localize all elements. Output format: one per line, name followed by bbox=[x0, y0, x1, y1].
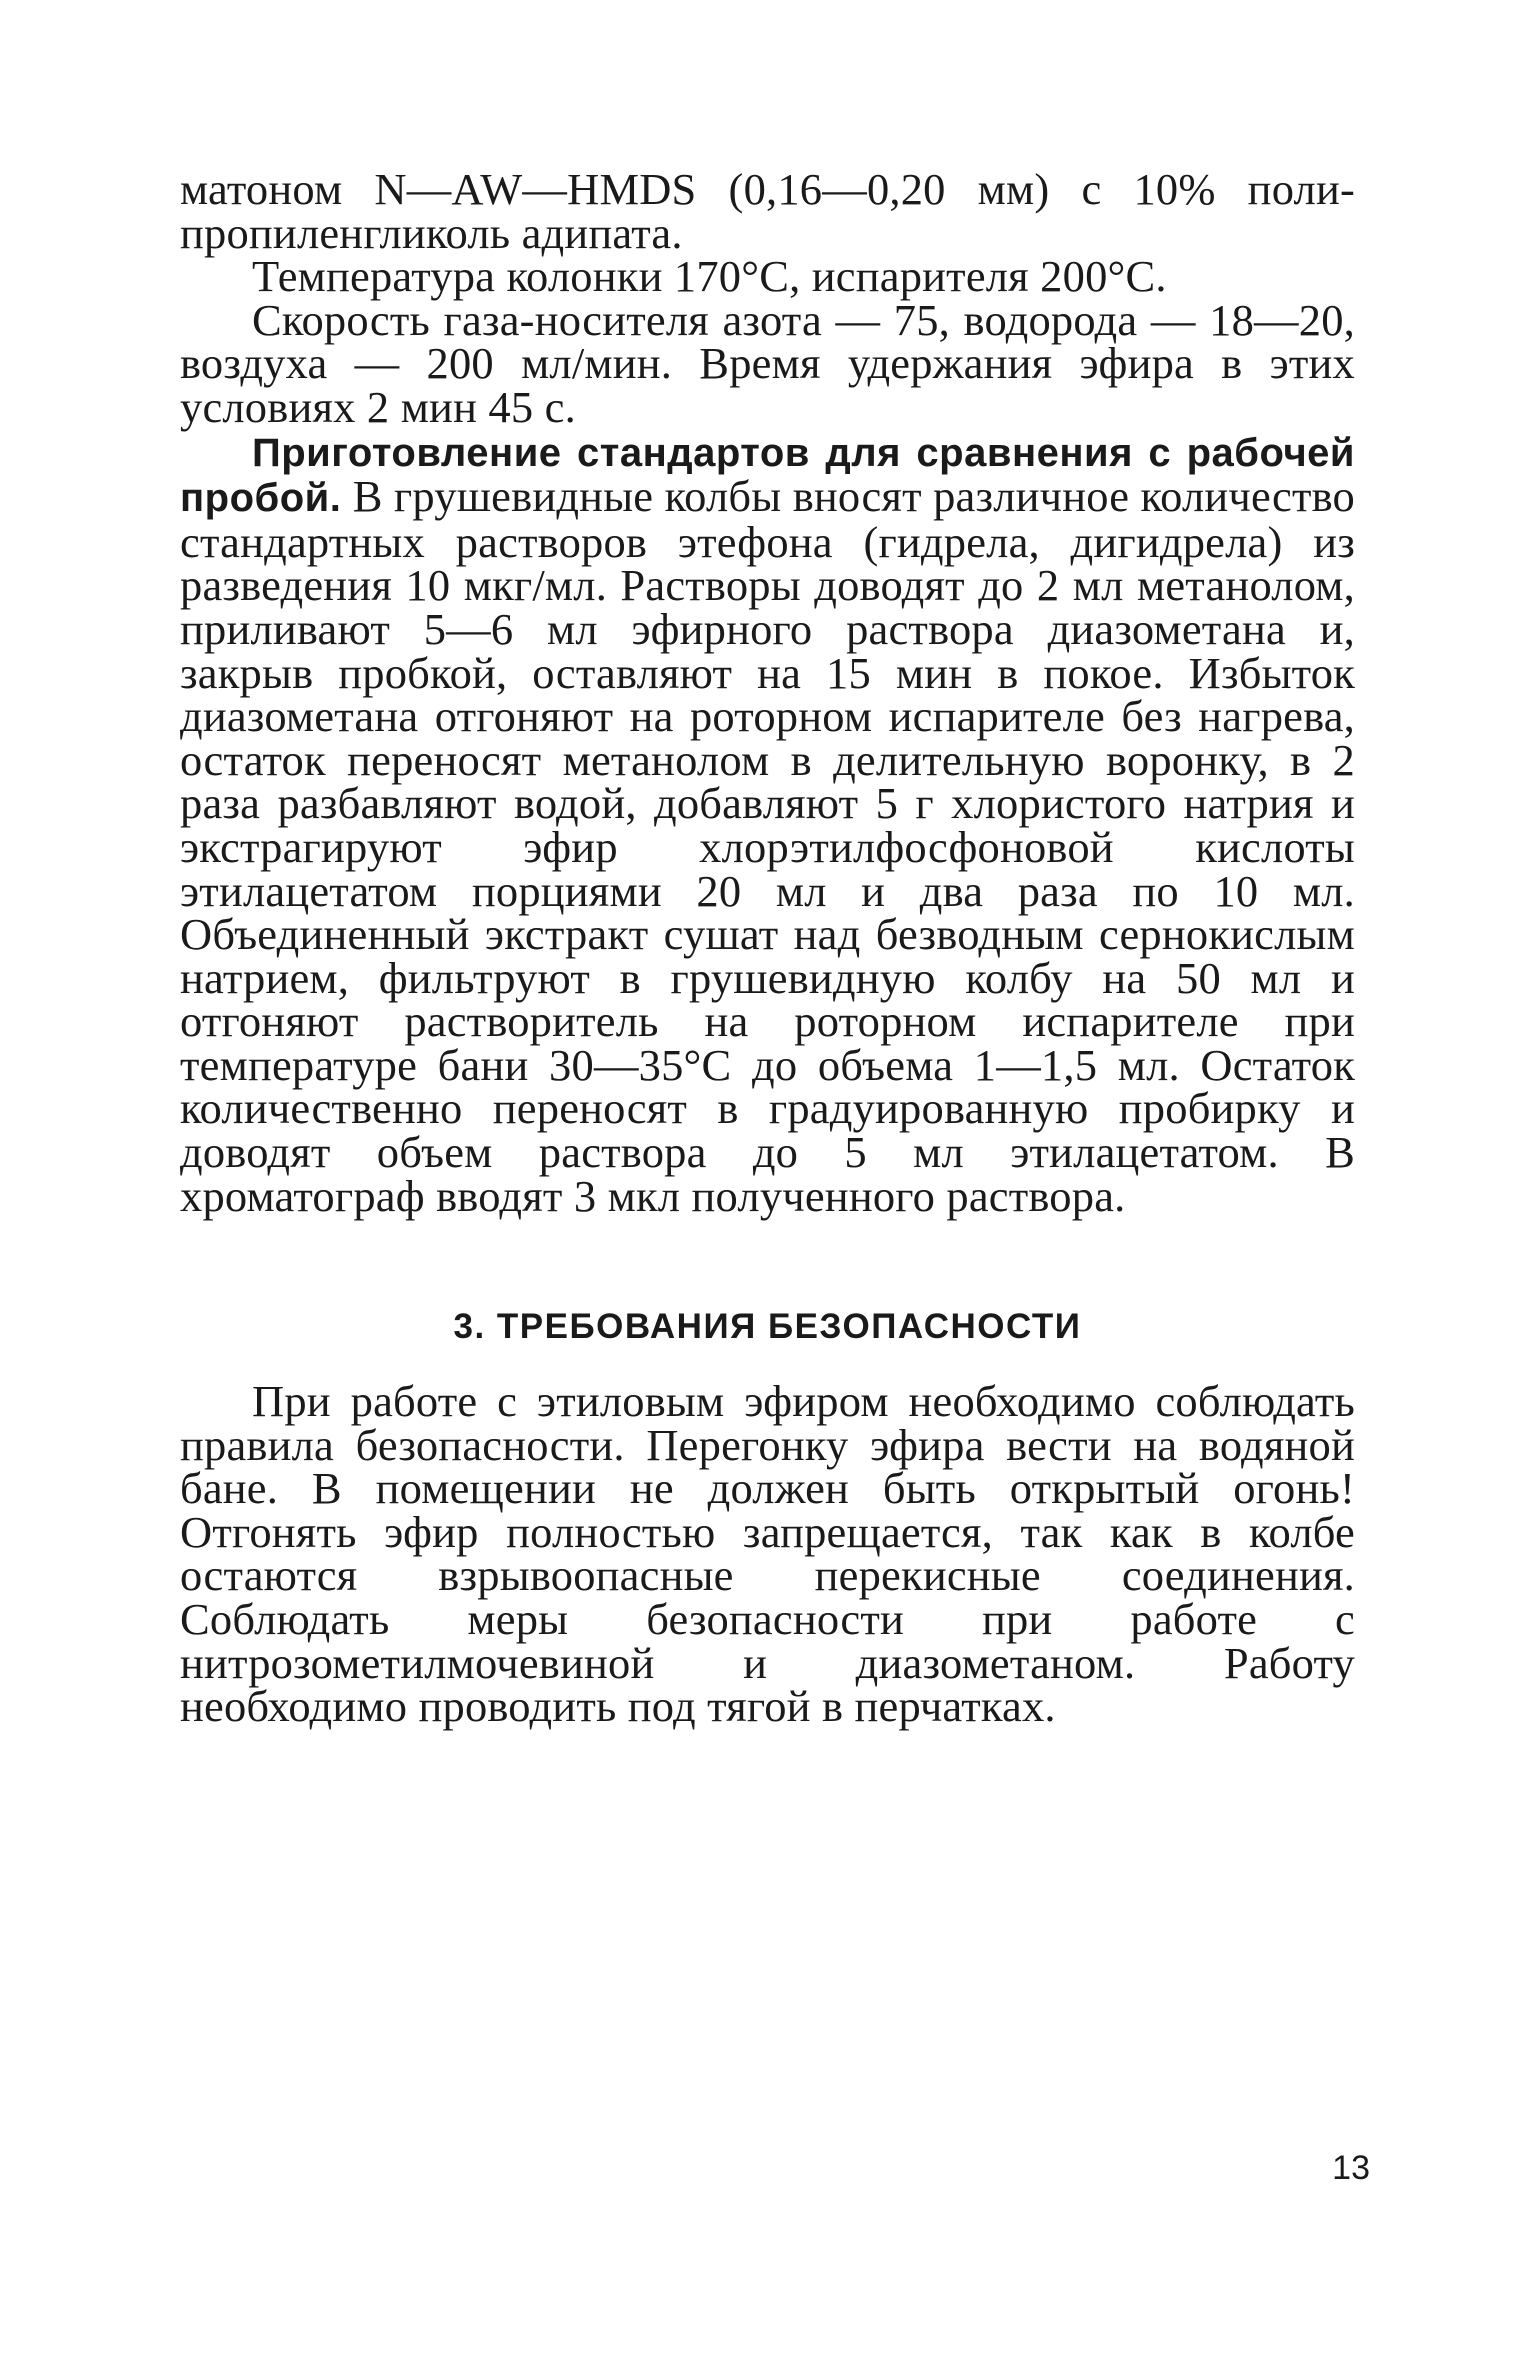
page-number: 13 bbox=[1332, 2149, 1370, 2187]
section-heading: 3. ТРЕБОВАНИЯ БЕЗОПАСНОСТИ bbox=[453, 1307, 1082, 1346]
method-text-block bbox=[180, 164, 1355, 1221]
paragraph-safety: При работе с этиловым эфиром необходимо соблюдать правила безопасности. Перегонку эфира вести на водяной бане. В помещении не должен быть открытый огонь! Отгонять эфир полностью запрещается, так как в колбе остаются взрывоопасные перекисные соединения. Соблюдать меры безопасности при работе с нитрозометилмочевиной и диазометаном. Работу необходимо проводить под тягой в перчатках. bbox=[180, 1376, 1355, 1732]
paragraph-gas-flow: Скорость газа-носителя азота — 75, водорода — 18—20, воздуха — 200 мл/мин. Время удержания эфира в этих условиях 2 мин 45 с. bbox=[180, 294, 1355, 432]
paragraph-standards-body: В грушевидные колбы вносят различное количество стандартных растворов этефона (гидрела, дигидрела) из разведения 10 мкг/мл. Растворы доводят до 2 мл метанолом, приливают 5—6 мл эфирного раствора диазометана и, закрыв пробкой, оставляют на 15 мин в покое. Избыток диазометана отгоняют на роторном испарителе без нагрева, остаток переносят метанолом в делительную воронку, в 2 раза разбавляют водой, добавляют 5 г хлористого натрия и экстрагируют эфир хлорэтилфосфоновой кислоты этилацетатом порциями 20 мл и два раза по 10 мл. Объединенный экстракт сушат над безводным сернокислым натрием, фильтруют в грушевидную колбу на 50 мл и отгоняют растворитель на роторном испарителе при температуре бани 30—35°С до объема 1—1,5 мл. Остаток количественно переносят в градуированную пробирку и доводят объем раствора до 5 мл этилацетатом. В хроматограф вводят 3 мкл полученного раствора. bbox=[180, 471, 1355, 1221]
paragraph-temperature: Температура колонки 170°С, испарителя 200°С. bbox=[252, 251, 1167, 302]
paragraph-lead-heading: Приготовление стандартов для сравнения с рабочей пробой. bbox=[180, 430, 1355, 521]
paragraph-standards-preparation bbox=[180, 430, 1355, 1219]
safety-text-block bbox=[180, 1376, 1355, 1732]
paragraph-column-material: матоном N—AW—HMDS (0,16—0,20 мм) с 10% поли-пропиленгликоль адипата. bbox=[180, 164, 1355, 258]
